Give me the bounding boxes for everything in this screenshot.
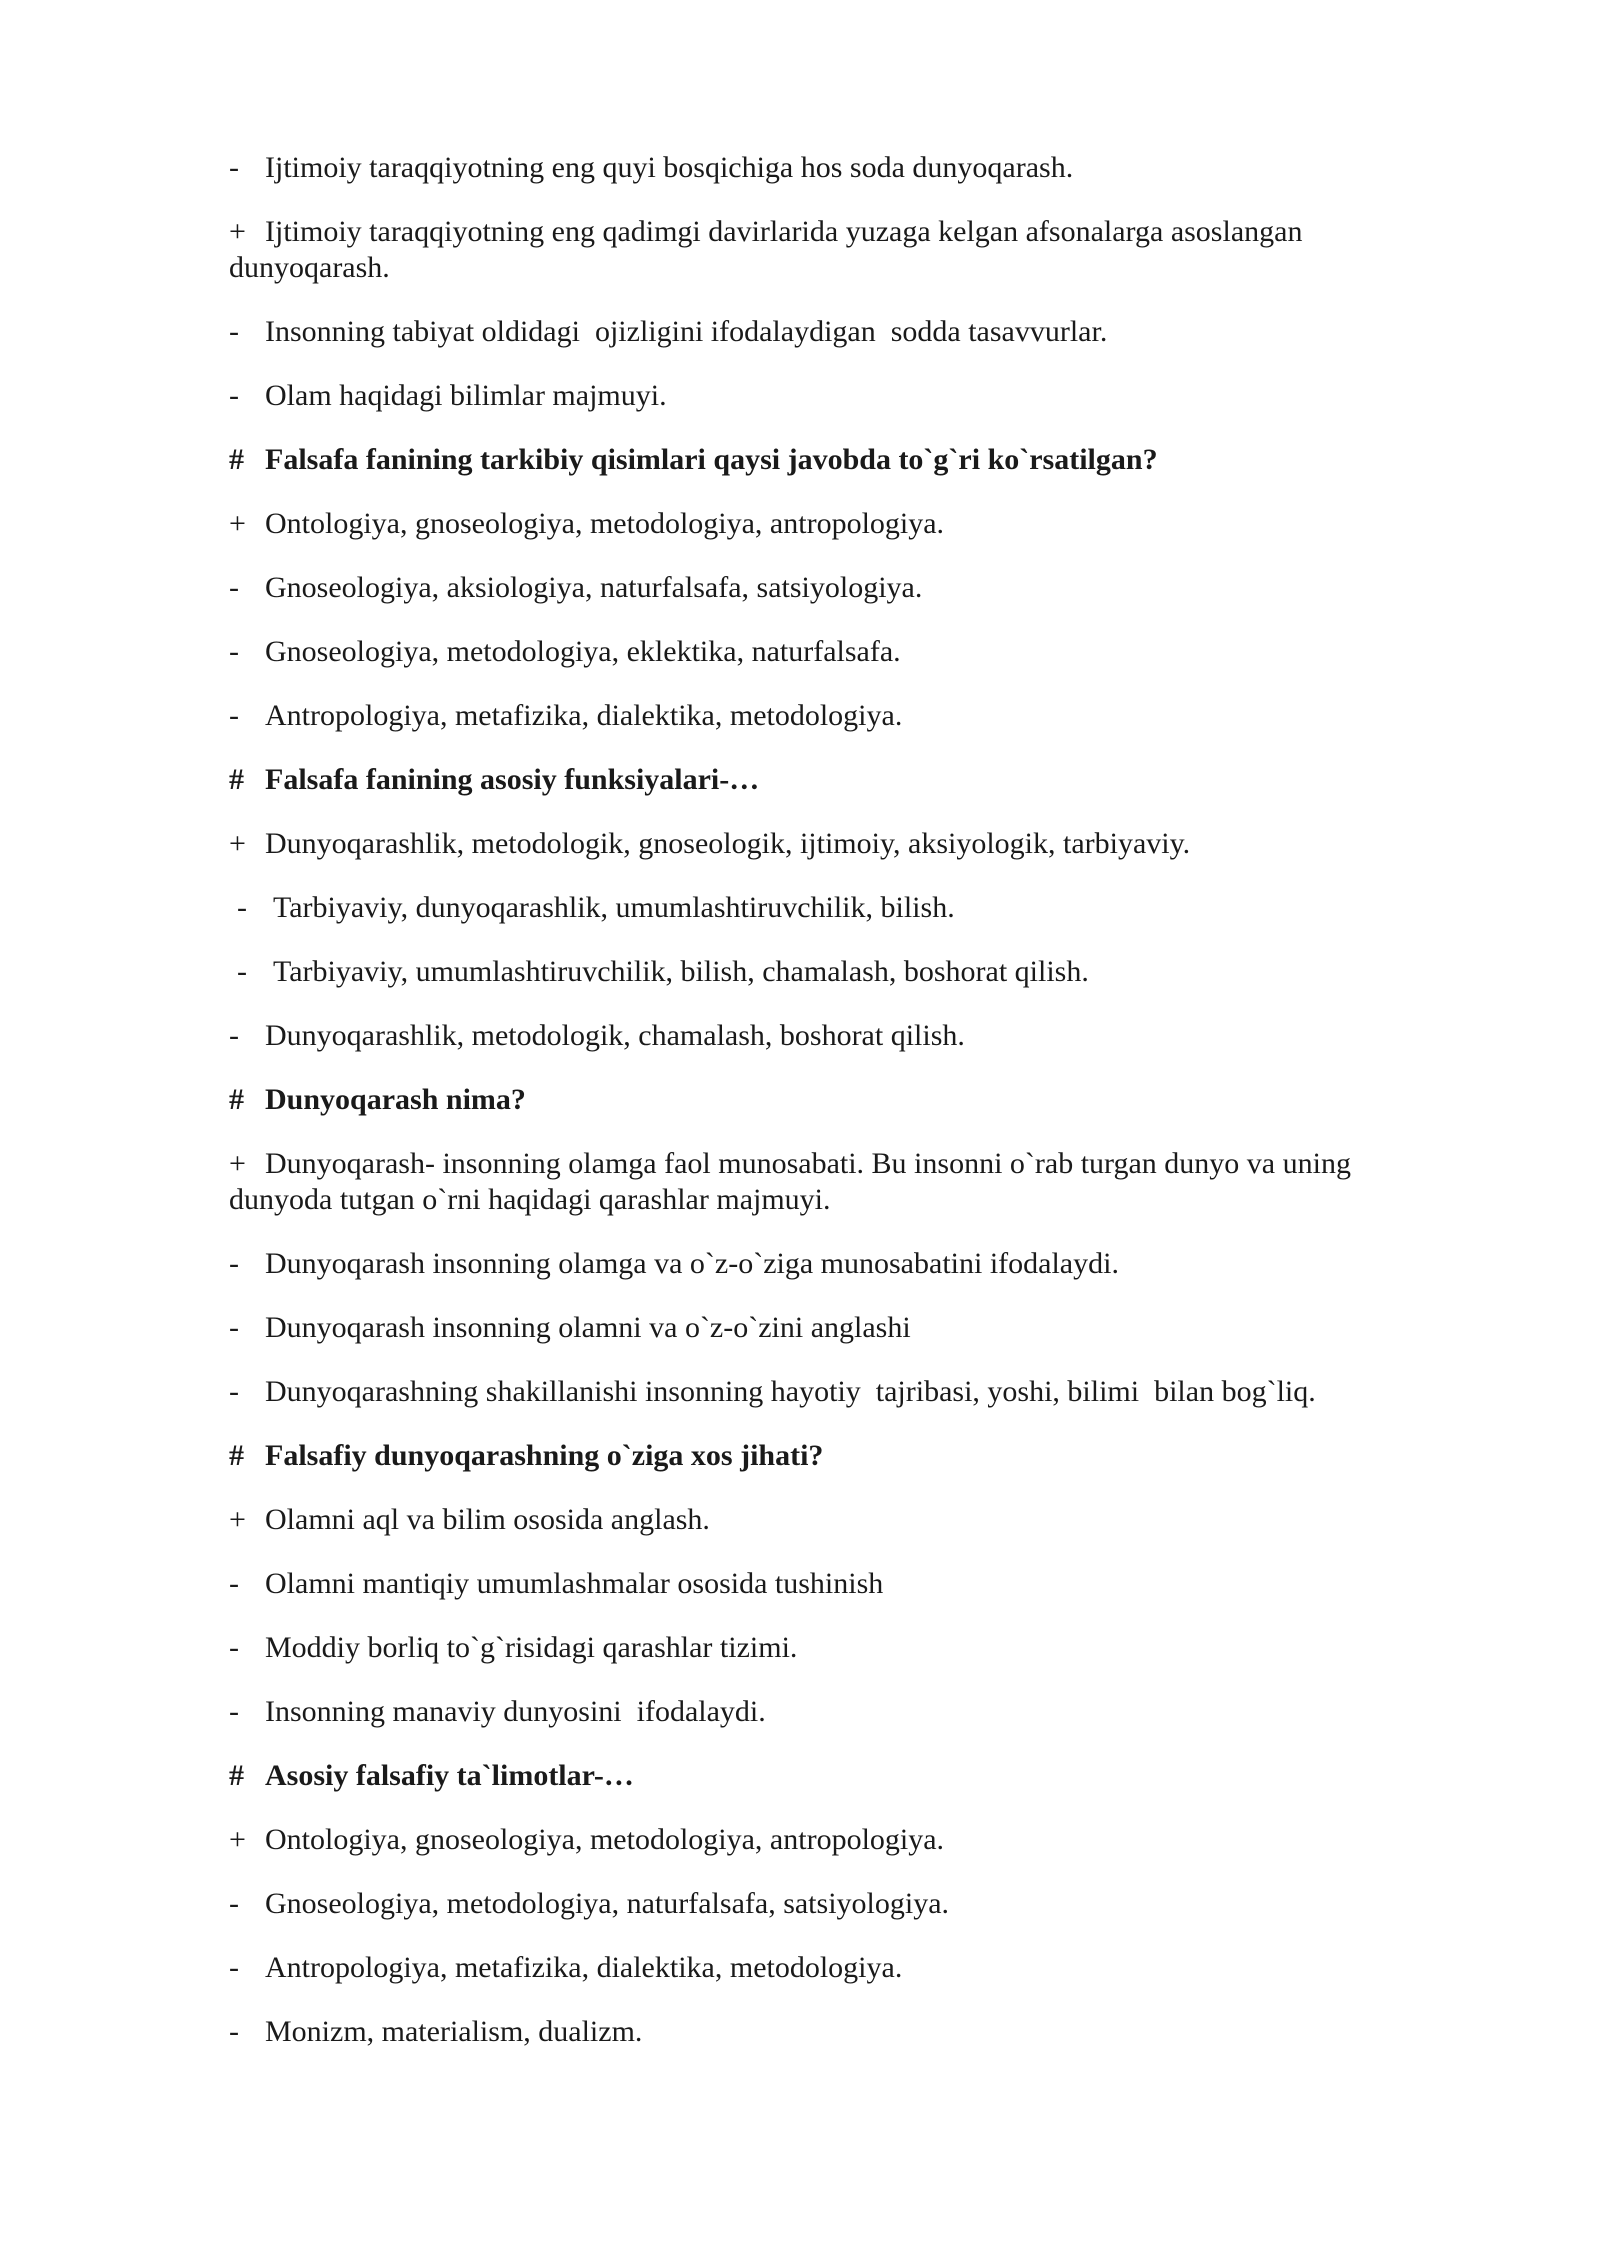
line-text: Dunyoqarash- insonning olamga faol munosabati. Bu insonni o`rab turgan dunyo va uning dunyoda tutgan o`rni haqidagi qarashlar majmuyi. (229, 1147, 1359, 1216)
line-marker: + (229, 1823, 246, 1856)
line-text: Dunyoqarash insonning olamni va o`z-o`zini anglashi (265, 1311, 911, 1344)
answer-option-line (229, 1374, 1459, 1410)
line-marker: - (229, 1019, 239, 1052)
line-text: Insonning manaviy dunyosini ifodalaydi. (265, 1695, 766, 1728)
line-text: Gnoseologiya, metodologiya, naturfalsafa, satsiyologiya. (265, 1887, 950, 1920)
answer-option-line (229, 1566, 1459, 1602)
line-text: Falsafiy dunyoqarashning o`ziga xos jihati? (265, 1439, 824, 1472)
line-marker: - (229, 571, 239, 604)
line-marker: + (229, 1147, 246, 1180)
line-marker: - (229, 1631, 239, 1664)
answer-option-line (229, 1310, 1459, 1346)
line-marker: - (237, 955, 247, 988)
correct-answer-line (229, 506, 1459, 542)
line-text: Dunyoqarash nima? (265, 1083, 526, 1116)
correct-answer-line (229, 1502, 1459, 1538)
answer-option-line (229, 698, 1459, 734)
line-marker: # (229, 1759, 244, 1792)
line-marker: # (229, 1083, 244, 1116)
line-text: Olam haqidagi bilimlar majmuyi. (265, 379, 667, 412)
line-marker: - (229, 379, 239, 412)
line-text: Antropologiya, metafizika, dialektika, metodologiya. (265, 1951, 903, 1984)
line-text: Asosiy falsafiy ta`limotlar-… (265, 1759, 634, 1792)
answer-option-line (229, 314, 1459, 350)
line-marker: - (229, 2015, 239, 2048)
answer-option-line (229, 954, 1459, 990)
answer-option-line (229, 1886, 1459, 1922)
line-marker: - (229, 1311, 239, 1344)
line-marker: + (229, 215, 246, 248)
answer-option-line (229, 570, 1459, 606)
answer-option-line (229, 150, 1459, 186)
line-text: Insonning tabiyat oldidagi ojizligini ifodalaydigan sodda tasavvurlar. (265, 315, 1108, 348)
line-marker: + (229, 827, 246, 860)
correct-answer-line (229, 826, 1459, 862)
line-marker: - (229, 1887, 239, 1920)
line-text: Dunyoqarashlik, metodologik, chamalash, boshorat qilish. (265, 1019, 965, 1052)
answer-option-line (229, 1950, 1459, 1986)
line-text: Monizm, materialism, dualizm. (265, 2015, 643, 2048)
line-text: Ijtimoiy taraqqiyotning eng qadimgi davirlarida yuzaga kelgan afsonalarga asoslangan dunyoqarash. (229, 215, 1310, 284)
line-text: Moddiy borliq to`g`risidagi qarashlar tizimi. (265, 1631, 798, 1664)
line-marker: + (229, 1503, 246, 1536)
question-line (229, 1438, 1459, 1474)
line-text: Gnoseologiya, metodologiya, eklektika, naturfalsafa. (265, 635, 901, 668)
answer-option-line (229, 1694, 1459, 1730)
answer-option-line (229, 1246, 1459, 1282)
line-marker: - (229, 699, 239, 732)
line-marker: - (237, 891, 247, 924)
line-text: Ontologiya, gnoseologiya, metodologiya, antropologiya. (265, 1823, 945, 1856)
line-text: Dunyoqarashlik, metodologik, gnoseologik, ijtimoiy, aksiyologik, tarbiyaviy. (265, 827, 1191, 860)
line-marker: - (229, 1951, 239, 1984)
line-marker: # (229, 1439, 244, 1472)
question-line (229, 442, 1459, 478)
line-marker: - (229, 315, 239, 348)
line-marker: # (229, 443, 244, 476)
line-text: Antropologiya, metafizika, dialektika, metodologiya. (265, 699, 903, 732)
question-line (229, 1758, 1459, 1794)
line-marker: - (229, 151, 239, 184)
line-text: Olamni mantiqiy umumlashmalar ososida tushinish (265, 1567, 884, 1600)
line-text: Ijtimoiy taraqqiyotning eng quyi bosqichiga hos soda dunyoqarash. (265, 151, 1074, 184)
answer-option-line (229, 890, 1459, 926)
line-text: Dunyoqarashning shakillanishi insonning hayotiy tajribasi, yoshi, bilimi bilan bog`liq. (265, 1375, 1316, 1408)
answer-option-line (229, 378, 1459, 414)
correct-answer-line (229, 1146, 1459, 1218)
line-marker: + (229, 507, 246, 540)
question-line (229, 1082, 1459, 1118)
line-text: Falsafa fanining tarkibiy qisimlari qaysi javobda to`g`ri ko`rsatilgan? (265, 443, 1158, 476)
correct-answer-line (229, 214, 1459, 286)
question-line (229, 762, 1459, 798)
line-text: Ontologiya, gnoseologiya, metodologiya, antropologiya. (265, 507, 945, 540)
line-marker: - (229, 635, 239, 668)
line-marker: - (229, 1375, 239, 1408)
line-marker: # (229, 763, 244, 796)
answer-option-line (229, 634, 1459, 670)
correct-answer-line (229, 1822, 1459, 1858)
answer-option-line (229, 1630, 1459, 1666)
line-marker: - (229, 1247, 239, 1280)
line-text: Gnoseologiya, aksiologiya, naturfalsafa, satsiyologiya. (265, 571, 923, 604)
line-marker: - (229, 1695, 239, 1728)
line-text: Tarbiyaviy, umumlashtiruvchilik, bilish, chamalash, boshorat qilish. (273, 955, 1089, 988)
line-text: Falsafa fanining asosiy funksiyalari-… (265, 763, 760, 796)
line-marker: - (229, 1567, 239, 1600)
question-list (229, 150, 1459, 2050)
line-text: Olamni aql va bilim ososida anglash. (265, 1503, 710, 1536)
document-page (229, 150, 1459, 2078)
line-text: Tarbiyaviy, dunyoqarashlik, umumlashtiruvchilik, bilish. (273, 891, 955, 924)
answer-option-line (229, 2014, 1459, 2050)
answer-option-line (229, 1018, 1459, 1054)
line-text: Dunyoqarash insonning olamga va o`z-o`ziga munosabatini ifodalaydi. (265, 1247, 1119, 1280)
